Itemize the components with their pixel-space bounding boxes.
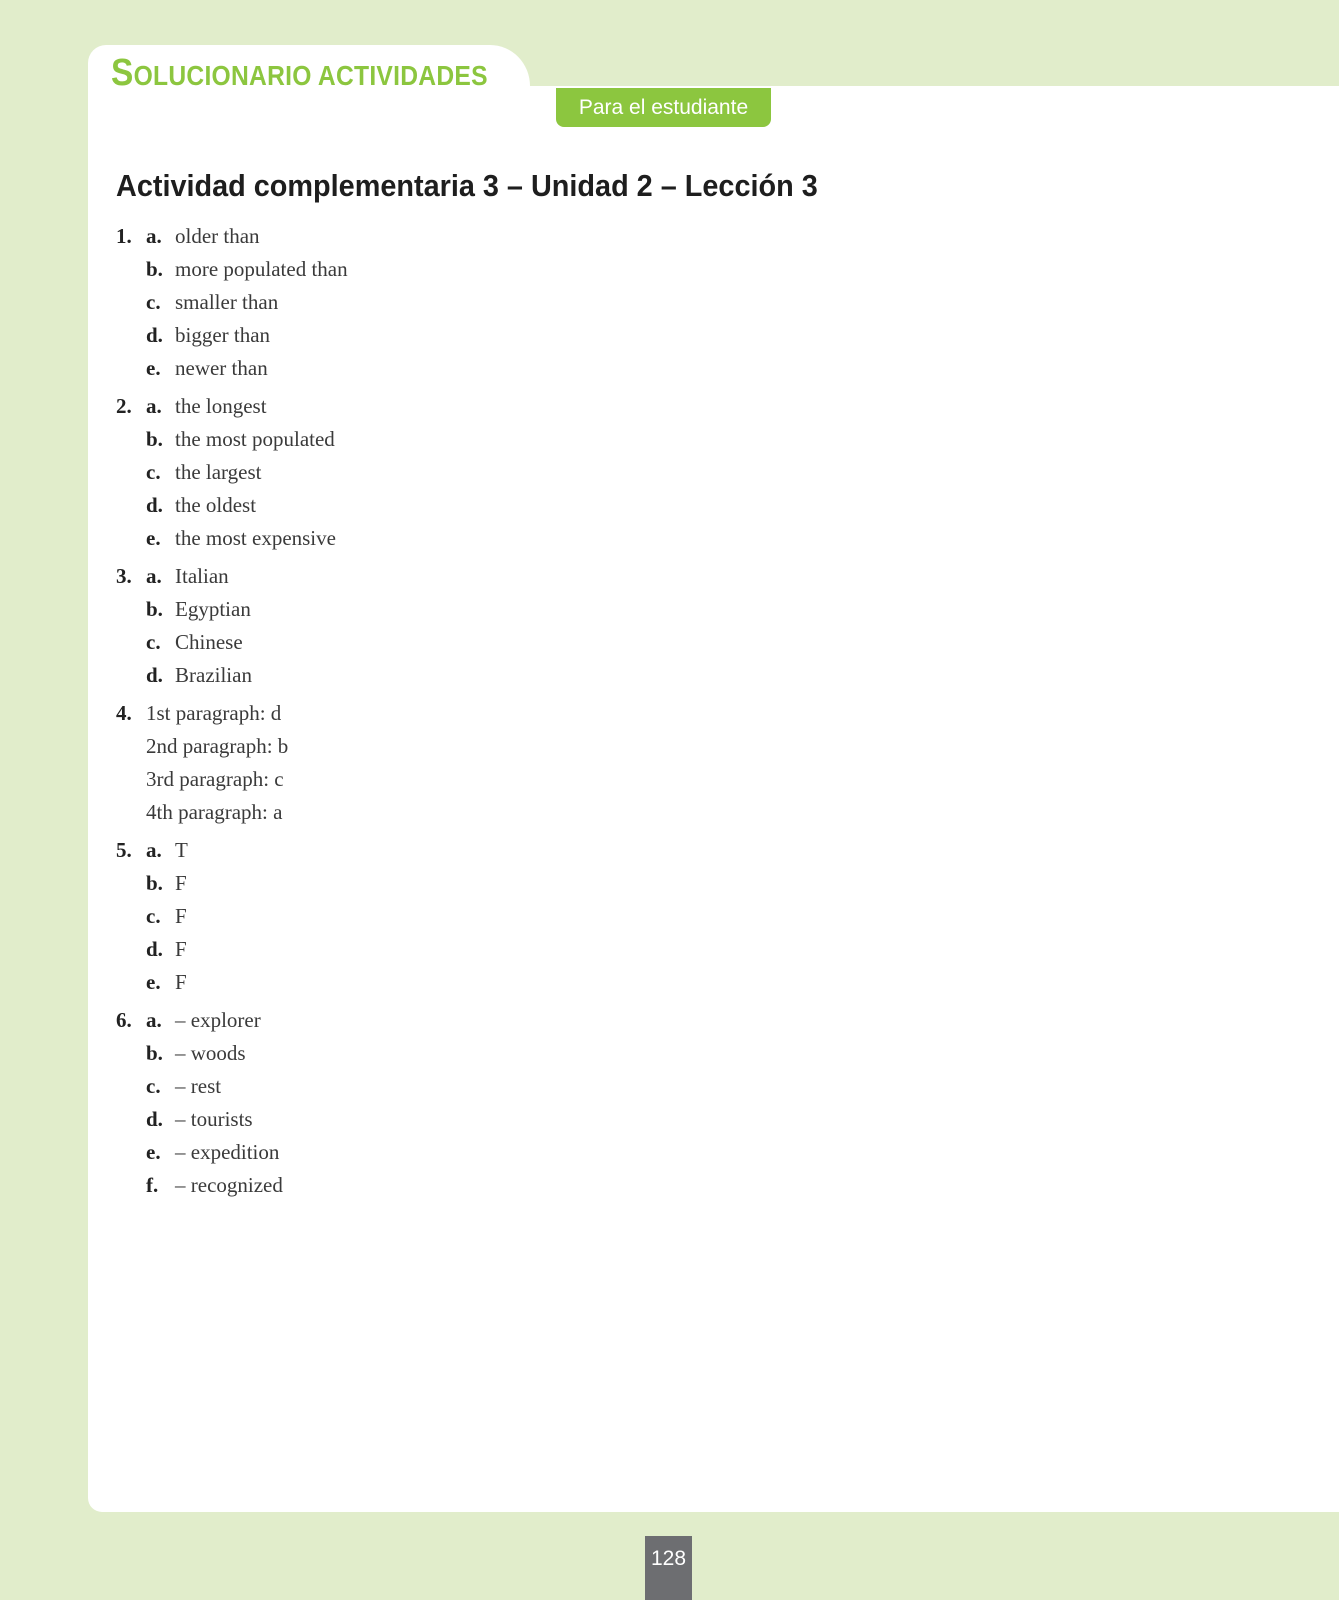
answer-letter: c. xyxy=(146,1074,161,1098)
answer-list xyxy=(116,220,816,1207)
answer-row xyxy=(116,1103,816,1136)
answer-row xyxy=(116,319,816,352)
answer-letter: a. xyxy=(146,1008,162,1032)
answer-text: – rest xyxy=(175,1074,222,1098)
answer-letter: f. xyxy=(146,1173,159,1197)
answer-letter: d. xyxy=(146,663,163,687)
answer-row xyxy=(116,253,816,286)
answer-letter: e. xyxy=(146,1140,161,1164)
answer-text: Chinese xyxy=(175,630,243,654)
answer-letter: b. xyxy=(146,597,163,621)
answer-text: 1st paragraph: d xyxy=(146,701,282,725)
answer-text: the most populated xyxy=(175,427,335,451)
answer-row xyxy=(116,1169,816,1202)
question-number: 5. xyxy=(116,838,132,862)
header-band xyxy=(480,0,1339,86)
answer-text: newer than xyxy=(175,356,268,380)
answer-text: Italian xyxy=(175,564,229,588)
page-number: 128 xyxy=(645,1536,692,1600)
answer-row xyxy=(116,220,816,253)
answer-letter: e. xyxy=(146,970,161,994)
answer-text: 4th paragraph: a xyxy=(146,800,283,824)
question-number: 3. xyxy=(116,564,132,588)
brand-title xyxy=(111,52,488,95)
answer-text: 2nd paragraph: b xyxy=(146,734,289,758)
answer-row xyxy=(116,1037,816,1070)
answer-row xyxy=(116,796,816,829)
answer-letter: d. xyxy=(146,323,163,347)
answer-row xyxy=(116,626,816,659)
answer-text: 3rd paragraph: c xyxy=(146,767,284,791)
answer-text: older than xyxy=(175,224,260,248)
answer-row xyxy=(116,423,816,456)
answer-letter: a. xyxy=(146,224,162,248)
answer-row xyxy=(116,933,816,966)
answer-letter: b. xyxy=(146,257,163,281)
answer-letter: b. xyxy=(146,427,163,451)
question-block xyxy=(116,220,816,385)
answer-text: more populated than xyxy=(175,257,348,281)
answer-text: Brazilian xyxy=(175,663,252,687)
answer-row xyxy=(116,456,816,489)
answer-letter: c. xyxy=(146,290,161,314)
answer-letter: d. xyxy=(146,1107,163,1131)
answer-row xyxy=(116,286,816,319)
answer-row xyxy=(116,900,816,933)
answer-row xyxy=(116,593,816,626)
answer-row xyxy=(116,834,816,867)
answer-text: the most expensive xyxy=(175,526,336,550)
answer-letter: a. xyxy=(146,564,162,588)
answer-row xyxy=(116,697,816,730)
answer-text: the oldest xyxy=(175,493,257,517)
question-block xyxy=(116,390,816,555)
answer-letter: b. xyxy=(146,871,163,895)
answer-row xyxy=(116,966,816,999)
question-block xyxy=(116,1004,816,1202)
answer-letter: b. xyxy=(146,1041,163,1065)
answer-text: bigger than xyxy=(175,323,271,347)
answer-text: F xyxy=(175,937,187,961)
answer-row xyxy=(116,1136,816,1169)
brand-rest: OLUCIONARIO ACTIVIDADES xyxy=(133,60,488,91)
answer-letter: c. xyxy=(146,904,161,928)
answer-row xyxy=(116,522,816,555)
answer-row xyxy=(116,352,816,385)
answer-text: – expedition xyxy=(175,1140,280,1164)
question-number: 4. xyxy=(116,701,132,725)
question-block xyxy=(116,834,816,999)
answer-text: – recognized xyxy=(175,1173,283,1197)
answer-text: F xyxy=(175,904,187,928)
answer-letter: c. xyxy=(146,460,161,484)
answer-text: T xyxy=(175,838,188,862)
answer-row xyxy=(116,763,816,796)
answer-letter: a. xyxy=(146,394,162,418)
answer-row xyxy=(116,1070,816,1103)
answer-text: Egyptian xyxy=(175,597,251,621)
answer-row xyxy=(116,867,816,900)
answer-row xyxy=(116,1004,816,1037)
answer-text: F xyxy=(175,970,187,994)
page-title: Actividad complementaria 3 – Unidad 2 – Lección 3 xyxy=(116,168,818,203)
audience-badge: Para el estudiante xyxy=(556,88,771,127)
answer-letter: c. xyxy=(146,630,161,654)
answer-text: smaller than xyxy=(175,290,279,314)
answer-letter: e. xyxy=(146,356,161,380)
answer-letter: d. xyxy=(146,937,163,961)
answer-row xyxy=(116,390,816,423)
answer-text: F xyxy=(175,871,187,895)
answer-text: the largest xyxy=(175,460,262,484)
answer-text: – explorer xyxy=(175,1008,261,1032)
brand-initial: S xyxy=(111,52,134,94)
answer-text: – woods xyxy=(175,1041,246,1065)
answer-row xyxy=(116,560,816,593)
answer-text: the longest xyxy=(175,394,267,418)
question-number: 1. xyxy=(116,224,132,248)
question-number: 6. xyxy=(116,1008,132,1032)
answer-row xyxy=(116,659,816,692)
answer-row xyxy=(116,730,816,763)
question-block xyxy=(116,560,816,692)
question-block xyxy=(116,697,816,829)
answer-text: – tourists xyxy=(175,1107,253,1131)
question-number: 2. xyxy=(116,394,132,418)
answer-letter: d. xyxy=(146,493,163,517)
answer-row xyxy=(116,489,816,522)
answer-letter: a. xyxy=(146,838,162,862)
answer-letter: e. xyxy=(146,526,161,550)
